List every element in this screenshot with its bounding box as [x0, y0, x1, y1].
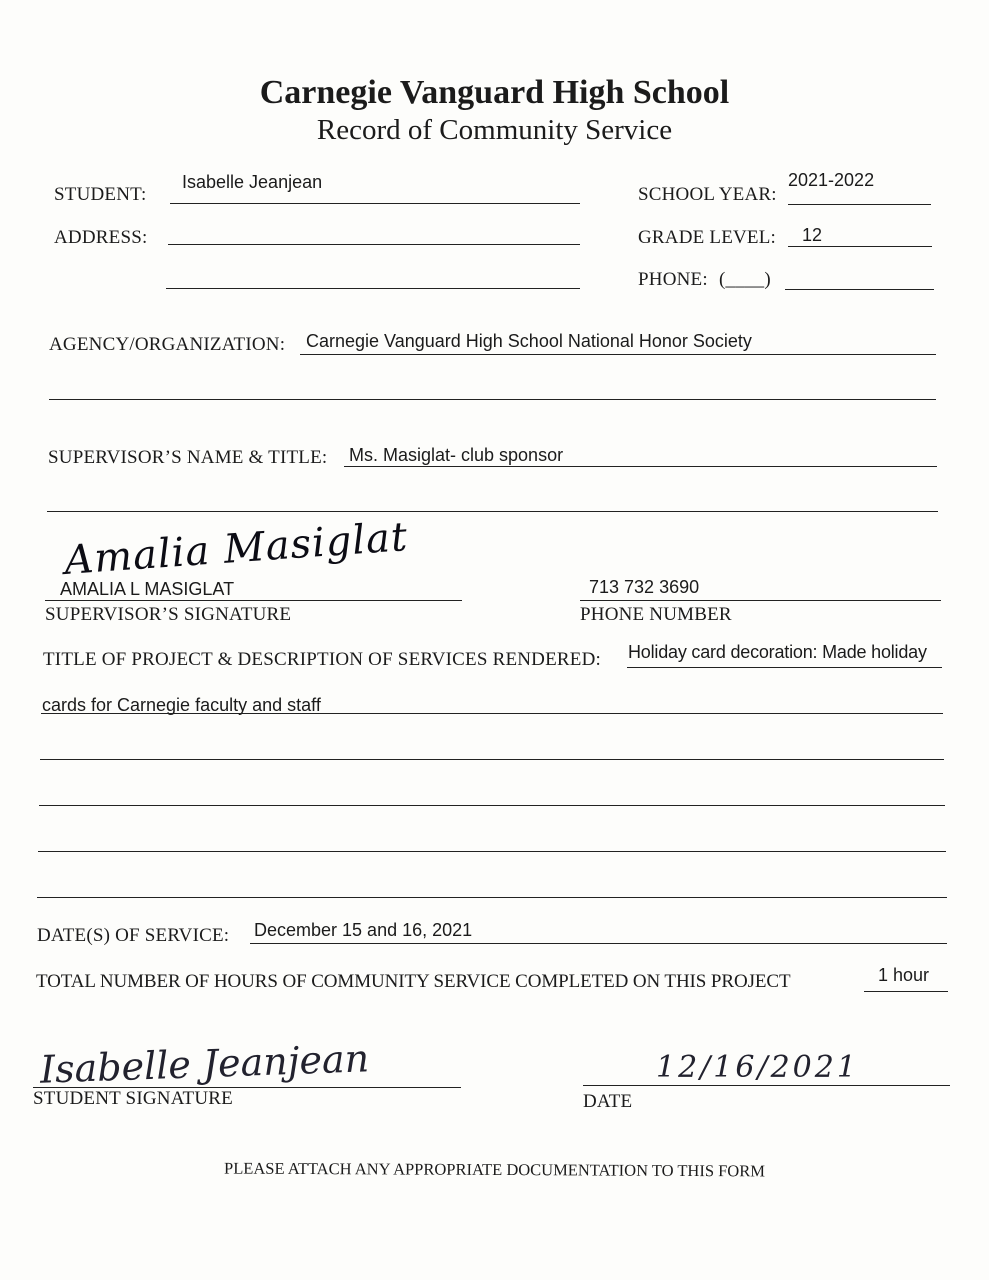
- total-hours-label: TOTAL NUMBER OF HOURS OF COMMUNITY SERVICE COMPLETED ON THIS PROJECT: [36, 971, 791, 992]
- school-year-label: SCHOOL YEAR:: [638, 184, 777, 205]
- date-line[interactable]: [583, 1085, 950, 1086]
- phone-number-value[interactable]: 713 732 3690: [589, 577, 700, 597]
- phone-number-label: PHONE NUMBER: [580, 604, 732, 625]
- total-hours-line: [864, 991, 948, 992]
- supervisor-handwritten-signature: Amalia Masiglat: [62, 514, 410, 584]
- supervisor-label: SUPERVISOR’S NAME & TITLE:: [48, 447, 328, 468]
- grade-level-label: GRADE LEVEL:: [638, 227, 777, 248]
- phone-label: PHONE:: [638, 269, 708, 290]
- project-line-6[interactable]: [37, 897, 947, 898]
- project-label: TITLE OF PROJECT & DESCRIPTION OF SERVICES RENDERED:: [43, 649, 601, 670]
- phone-area-code[interactable]: (____): [719, 269, 771, 290]
- student-line: [170, 203, 580, 204]
- dates-of-service-label: DATE(S) OF SERVICE:: [37, 925, 230, 946]
- address-label: ADDRESS:: [54, 227, 148, 248]
- supervisor-printed-name: AMALIA L MASIGLAT: [60, 579, 235, 599]
- school-year-line: [788, 204, 931, 205]
- supervisor-value[interactable]: Ms. Masiglat- club sponsor: [349, 445, 564, 465]
- school-year-value[interactable]: 2021-2022: [788, 170, 875, 190]
- student-name-value[interactable]: Isabelle Jeanjean: [182, 172, 323, 192]
- project-line-1: [627, 667, 942, 668]
- address-line-2[interactable]: [166, 288, 580, 289]
- agency-value[interactable]: Carnegie Vanguard High School National Honor Society: [306, 331, 752, 351]
- agency-label: AGENCY/ORGANIZATION:: [49, 334, 286, 355]
- address-line-1[interactable]: [168, 244, 580, 245]
- phone-line[interactable]: [785, 289, 934, 290]
- agency-line: [300, 354, 936, 355]
- supervisor-line-2[interactable]: [47, 511, 938, 512]
- grade-level-value[interactable]: 12: [802, 225, 823, 245]
- project-description-line-1[interactable]: Holiday card decoration: Made holiday: [628, 642, 927, 662]
- attach-documentation-note: PLEASE ATTACH ANY APPROPRIATE DOCUMENTATION TO THIS FORM: [224, 1158, 765, 1181]
- agency-line-2[interactable]: [49, 399, 936, 400]
- project-line-2: [41, 713, 943, 714]
- project-line-5[interactable]: [38, 851, 946, 852]
- school-name: Carnegie Vanguard High School: [259, 74, 730, 111]
- total-hours-value[interactable]: 1 hour: [878, 965, 930, 985]
- project-line-3[interactable]: [40, 759, 944, 760]
- grade-level-line: [788, 246, 932, 247]
- handwritten-date: 12/16/2021: [656, 1050, 859, 1085]
- supervisor-signature-label: SUPERVISOR’S SIGNATURE: [45, 604, 292, 625]
- supervisor-line: [344, 466, 937, 467]
- supervisor-signature-line[interactable]: [45, 600, 462, 601]
- phone-number-line: [580, 600, 941, 601]
- date-label: DATE: [583, 1091, 633, 1112]
- student-signature-label: STUDENT SIGNATURE: [33, 1088, 233, 1109]
- project-description-line-2[interactable]: cards for Carnegie faculty and staff: [42, 695, 321, 715]
- dates-of-service-value[interactable]: December 15 and 16, 2021: [254, 920, 473, 940]
- dates-of-service-line: [250, 943, 947, 944]
- project-line-4[interactable]: [39, 805, 945, 806]
- form-title: Record of Community Service: [316, 114, 673, 146]
- student-label: STUDENT:: [54, 184, 147, 205]
- student-handwritten-signature: Isabelle Jeanjean: [39, 1036, 370, 1092]
